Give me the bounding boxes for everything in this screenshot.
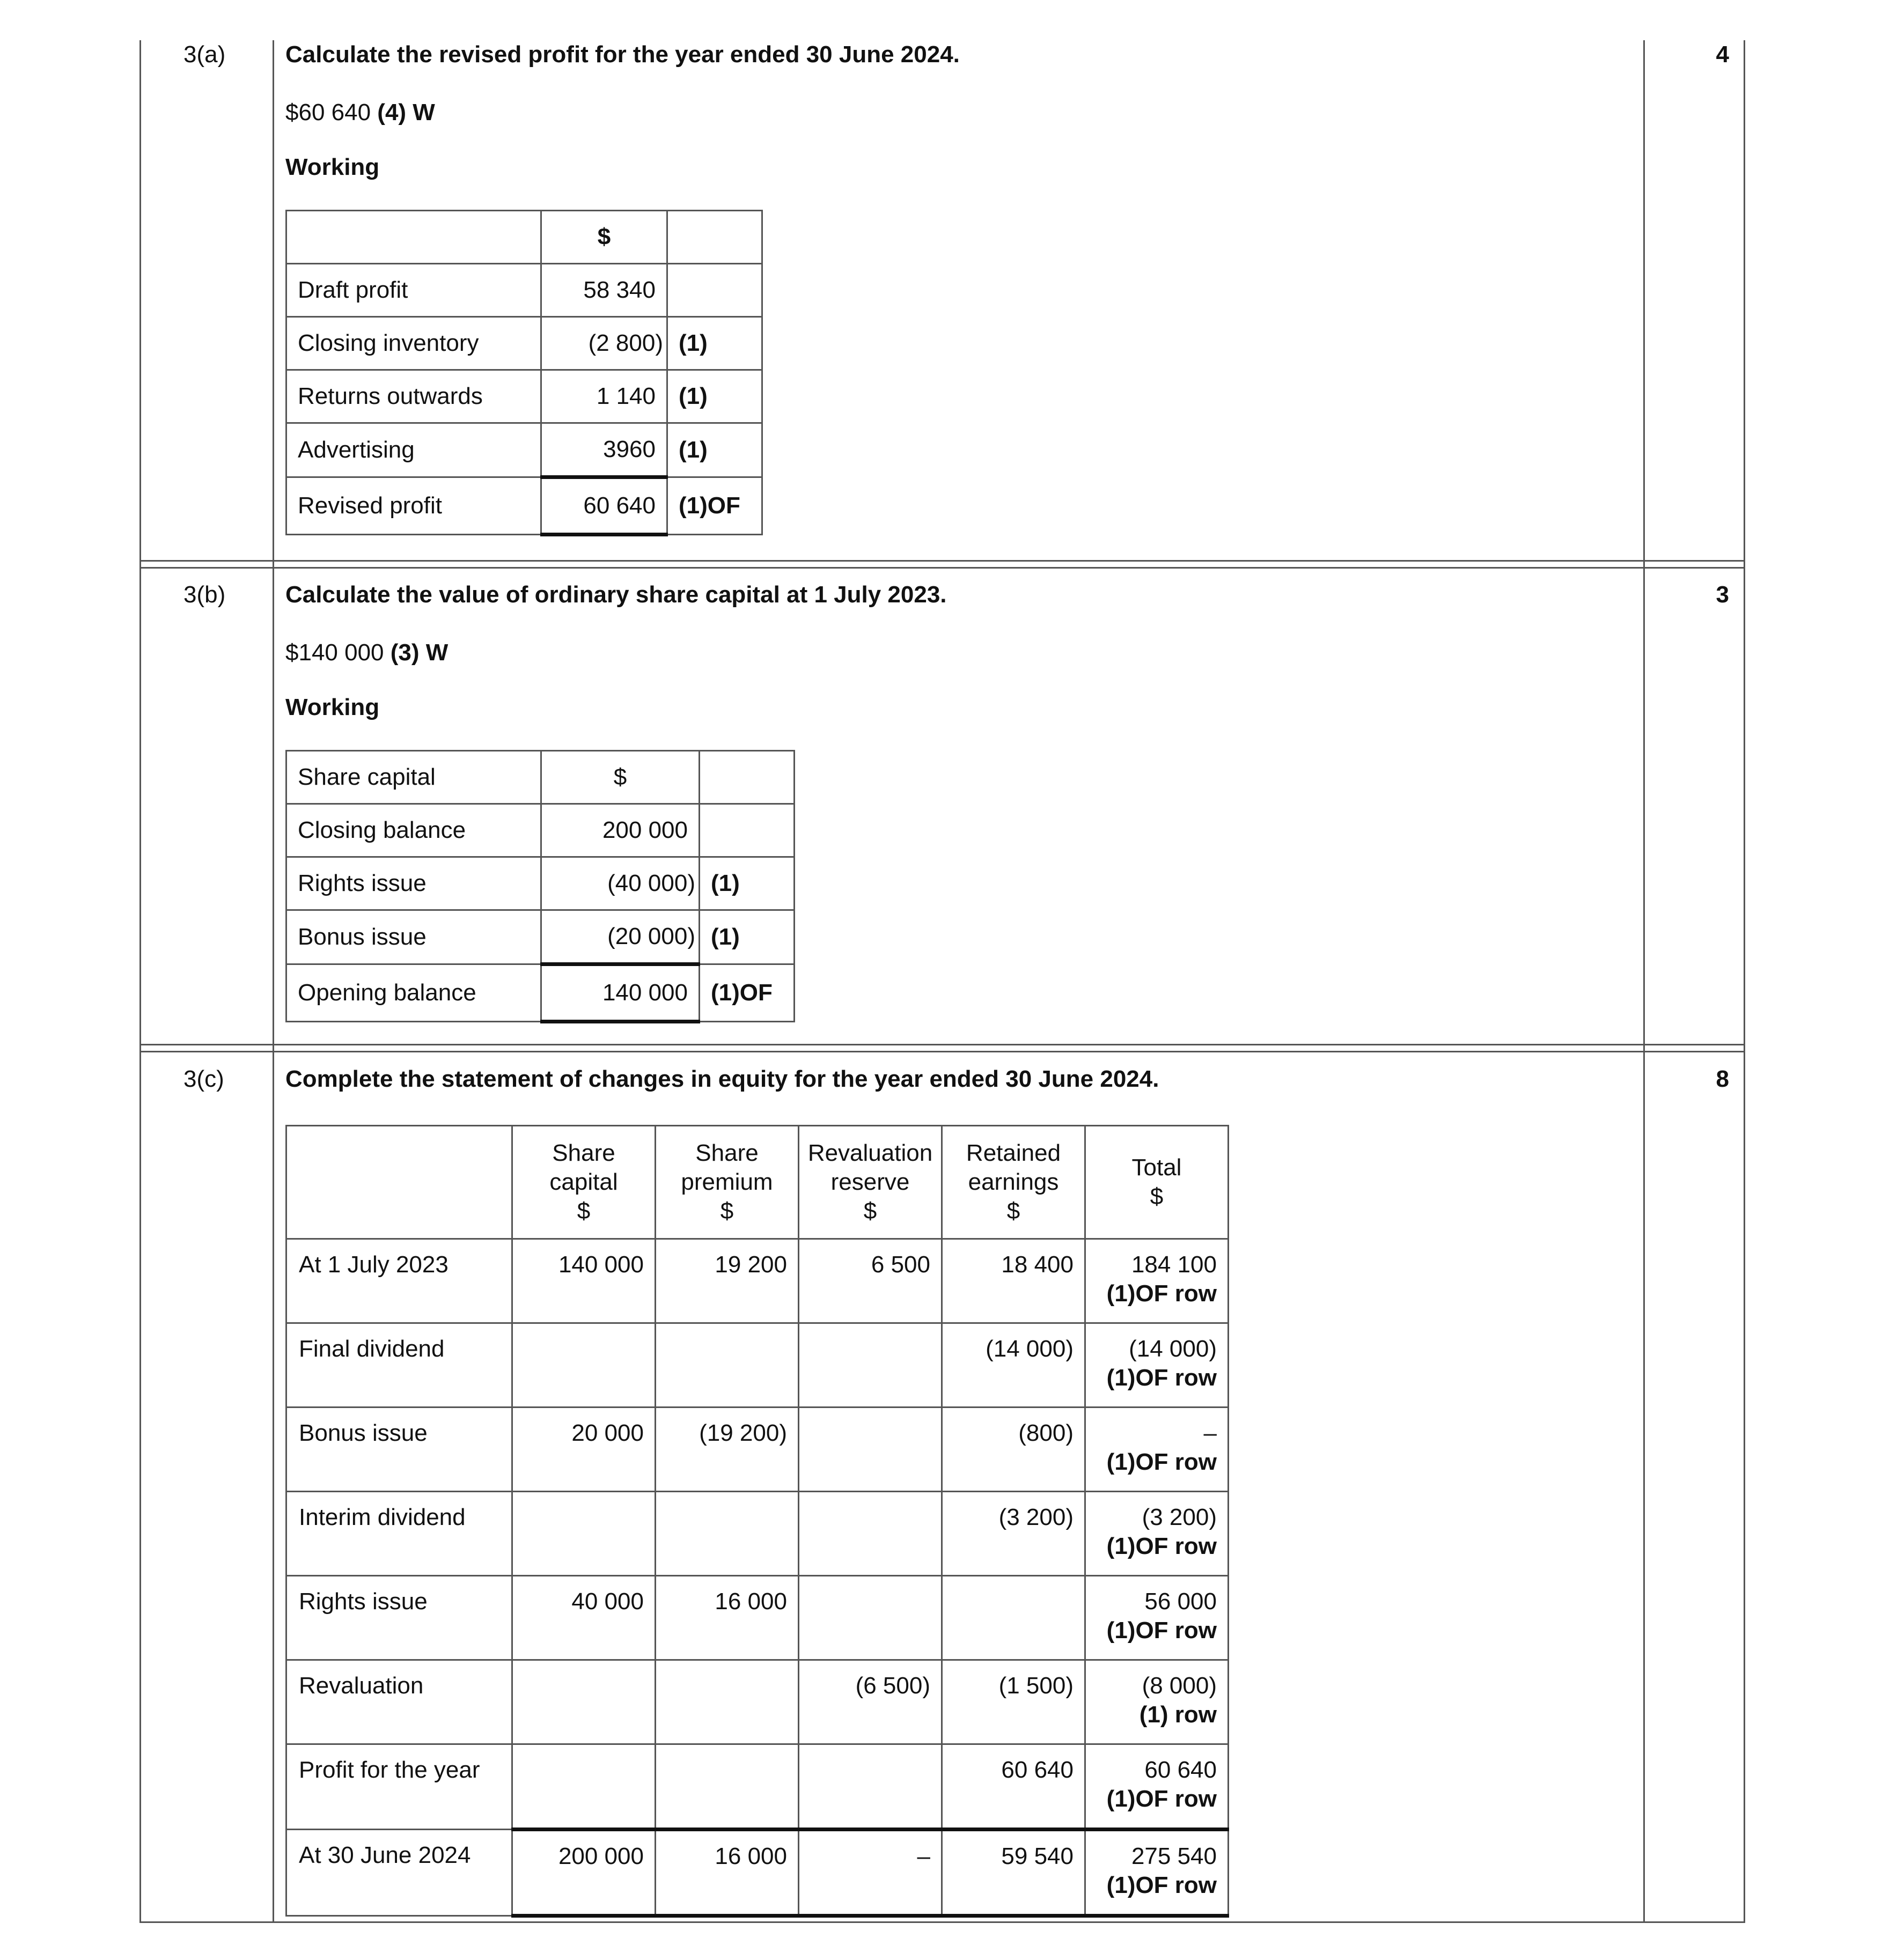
cell-share-capital: 40 000	[512, 1576, 656, 1660]
question-text: Calculate the revised profit for the year ended 30 June 2024.	[285, 41, 960, 68]
question-number: 3(a)	[183, 41, 226, 68]
section-divider	[139, 567, 1745, 569]
table-row	[286, 264, 762, 317]
row-mark: (1)	[667, 370, 762, 423]
table-header-row	[286, 211, 762, 264]
mark-scheme-frame	[139, 40, 1745, 1923]
row-value: (40 000)	[541, 857, 700, 910]
working-table	[285, 210, 763, 536]
table-row-total	[286, 477, 762, 535]
total-value: 275 540	[1131, 1843, 1217, 1869]
row-mark: (1)OF	[700, 964, 795, 1022]
row-label: Revaluation	[286, 1660, 512, 1744]
header-cell-blank	[286, 1126, 512, 1239]
cell-share-capital: 20 000	[512, 1408, 656, 1492]
total-value: 56 000	[1144, 1588, 1217, 1615]
cell-share-capital	[512, 1323, 656, 1408]
cell-retained: (1 500)	[942, 1660, 1085, 1744]
cell-total	[1085, 1576, 1229, 1660]
cell-retained: (14 000)	[942, 1323, 1085, 1408]
answer-marks: (3) W	[390, 639, 449, 666]
table-row	[286, 857, 795, 910]
section-divider	[139, 560, 1745, 562]
row-label: Bonus issue	[286, 910, 541, 964]
row-label: Interim dividend	[286, 1492, 512, 1576]
total-value: 60 640	[1144, 1757, 1217, 1783]
row-label: Opening balance	[286, 964, 541, 1022]
row-mark: (1)OF row	[1106, 1786, 1217, 1812]
cell-revaluation	[799, 1576, 942, 1660]
row-label: Rights issue	[286, 857, 541, 910]
table-row	[286, 1239, 1229, 1323]
table-header-row	[286, 1126, 1229, 1239]
row-mark: (1)OF row	[1106, 1280, 1217, 1307]
cell-total	[1085, 1744, 1229, 1830]
statement-of-changes-in-equity	[285, 1125, 1229, 1918]
cell-share-premium: 16 000	[656, 1576, 799, 1660]
row-mark: (1)OF row	[1106, 1533, 1217, 1559]
cell-share-capital: 200 000	[512, 1830, 656, 1916]
header-revaluation-reserve: Revaluation reserve $	[799, 1126, 942, 1239]
cell-share-premium	[656, 1744, 799, 1830]
row-label: Closing inventory	[286, 317, 541, 370]
header-total: Total $	[1085, 1126, 1229, 1239]
frame-column-divider	[273, 40, 274, 1923]
row-mark: (1)	[700, 910, 795, 964]
row-mark: (1) row	[1139, 1701, 1217, 1728]
cell-retained: (3 200)	[942, 1492, 1085, 1576]
row-value: (2 800)	[541, 317, 667, 370]
row-mark: (1)OF row	[1106, 1872, 1217, 1898]
row-mark: (1)OF row	[1106, 1365, 1217, 1391]
working-label: Working	[285, 154, 380, 180]
cell-share-premium: (19 200)	[656, 1408, 799, 1492]
cell-total	[1085, 1660, 1229, 1744]
row-mark: (1)	[667, 317, 762, 370]
header-cell	[700, 751, 795, 804]
total-value: (14 000)	[1129, 1336, 1217, 1362]
cell-share-premium: 16 000	[656, 1830, 799, 1916]
table-row	[286, 423, 762, 477]
row-mark: (1)	[700, 857, 795, 910]
table-row	[286, 370, 762, 423]
cell-share-premium	[656, 1492, 799, 1576]
header-cell	[286, 211, 541, 264]
table-row	[286, 1323, 1229, 1408]
cell-total	[1085, 1830, 1229, 1916]
header-share-capital: Share capital $	[512, 1126, 656, 1239]
row-label: Revised profit	[286, 477, 541, 535]
question-marks: 4	[1716, 41, 1729, 68]
table-row	[286, 910, 795, 964]
frame-left-border	[139, 40, 141, 1923]
row-mark	[667, 264, 762, 317]
section-divider	[139, 1044, 1745, 1045]
answer-value: $60 640	[285, 99, 371, 126]
row-value: 60 640	[541, 477, 667, 535]
total-value: –	[1203, 1420, 1217, 1446]
frame-right-border	[1744, 40, 1745, 1923]
total-value: 184 100	[1131, 1251, 1217, 1278]
row-label: Returns outwards	[286, 370, 541, 423]
header-retained-earnings: Retained earnings $	[942, 1126, 1085, 1239]
cell-retained: 59 540	[942, 1830, 1085, 1916]
cell-retained: (800)	[942, 1408, 1085, 1492]
cell-revaluation: 6 500	[799, 1239, 942, 1323]
row-label: Rights issue	[286, 1576, 512, 1660]
cell-share-capital	[512, 1660, 656, 1744]
cell-share-premium	[656, 1323, 799, 1408]
cell-revaluation	[799, 1323, 942, 1408]
frame-column-divider	[1643, 40, 1645, 1923]
table-row	[286, 317, 762, 370]
cell-total	[1085, 1408, 1229, 1492]
header-cell: $	[541, 751, 700, 804]
answer-line	[285, 638, 1633, 667]
question-text: Complete the statement of changes in equity for the year ended 30 June 2024.	[285, 1066, 1159, 1092]
cell-share-premium	[656, 1660, 799, 1744]
row-mark	[700, 804, 795, 857]
answer-value: $140 000	[285, 639, 384, 666]
cell-total	[1085, 1492, 1229, 1576]
row-value: 200 000	[541, 804, 700, 857]
cell-revaluation: (6 500)	[799, 1660, 942, 1744]
row-label: At 1 July 2023	[286, 1239, 512, 1323]
question-number: 3(b)	[183, 581, 226, 608]
cell-revaluation: –	[799, 1830, 942, 1916]
table-row	[286, 804, 795, 857]
cell-revaluation	[799, 1744, 942, 1830]
cell-total	[1085, 1323, 1229, 1408]
answer-line	[285, 98, 1633, 127]
section-divider	[139, 1051, 1745, 1052]
table-row	[286, 1660, 1229, 1744]
cell-share-capital	[512, 1492, 656, 1576]
question-text: Calculate the value of ordinary share capital at 1 July 2023.	[285, 581, 947, 608]
table-row-total	[286, 1830, 1229, 1916]
row-value: 3960	[541, 423, 667, 477]
working-table	[285, 750, 795, 1023]
row-label: Profit for the year	[286, 1744, 512, 1830]
header-cell	[667, 211, 762, 264]
total-value: (3 200)	[1142, 1504, 1217, 1530]
row-mark: (1)OF	[667, 477, 762, 535]
cell-share-capital	[512, 1744, 656, 1830]
cell-retained: 18 400	[942, 1239, 1085, 1323]
table-row-total	[286, 964, 795, 1022]
working-label: Working	[285, 694, 380, 720]
table-row	[286, 1492, 1229, 1576]
table-row	[286, 1408, 1229, 1492]
row-label: At 30 June 2024	[286, 1830, 512, 1916]
row-label: Closing balance	[286, 804, 541, 857]
question-marks: 8	[1716, 1066, 1729, 1092]
row-value: (20 000)	[541, 910, 700, 964]
total-value: (8 000)	[1142, 1672, 1217, 1699]
table-header-row	[286, 751, 795, 804]
cell-retained: 60 640	[942, 1744, 1085, 1830]
row-label: Draft profit	[286, 264, 541, 317]
row-value: 58 340	[541, 264, 667, 317]
row-label: Final dividend	[286, 1323, 512, 1408]
table-row	[286, 1576, 1229, 1660]
frame-bottom-border	[139, 1921, 1745, 1923]
cell-share-capital: 140 000	[512, 1239, 656, 1323]
cell-revaluation	[799, 1408, 942, 1492]
row-label: Bonus issue	[286, 1408, 512, 1492]
cell-revaluation	[799, 1492, 942, 1576]
question-marks: 3	[1716, 581, 1729, 608]
row-mark: (1)OF row	[1106, 1617, 1217, 1644]
cell-retained	[942, 1576, 1085, 1660]
row-mark: (1)OF row	[1106, 1449, 1217, 1475]
header-share-premium: Share premium $	[656, 1126, 799, 1239]
cell-total	[1085, 1239, 1229, 1323]
table-row	[286, 1744, 1229, 1830]
row-value: 1 140	[541, 370, 667, 423]
row-label: Advertising	[286, 423, 541, 477]
cell-share-premium: 19 200	[656, 1239, 799, 1323]
header-cell: $	[541, 211, 667, 264]
row-mark: (1)	[667, 423, 762, 477]
question-number: 3(c)	[183, 1066, 224, 1092]
header-cell: Share capital	[286, 751, 541, 804]
answer-marks: (4) W	[377, 99, 435, 126]
row-value: 140 000	[541, 964, 700, 1022]
